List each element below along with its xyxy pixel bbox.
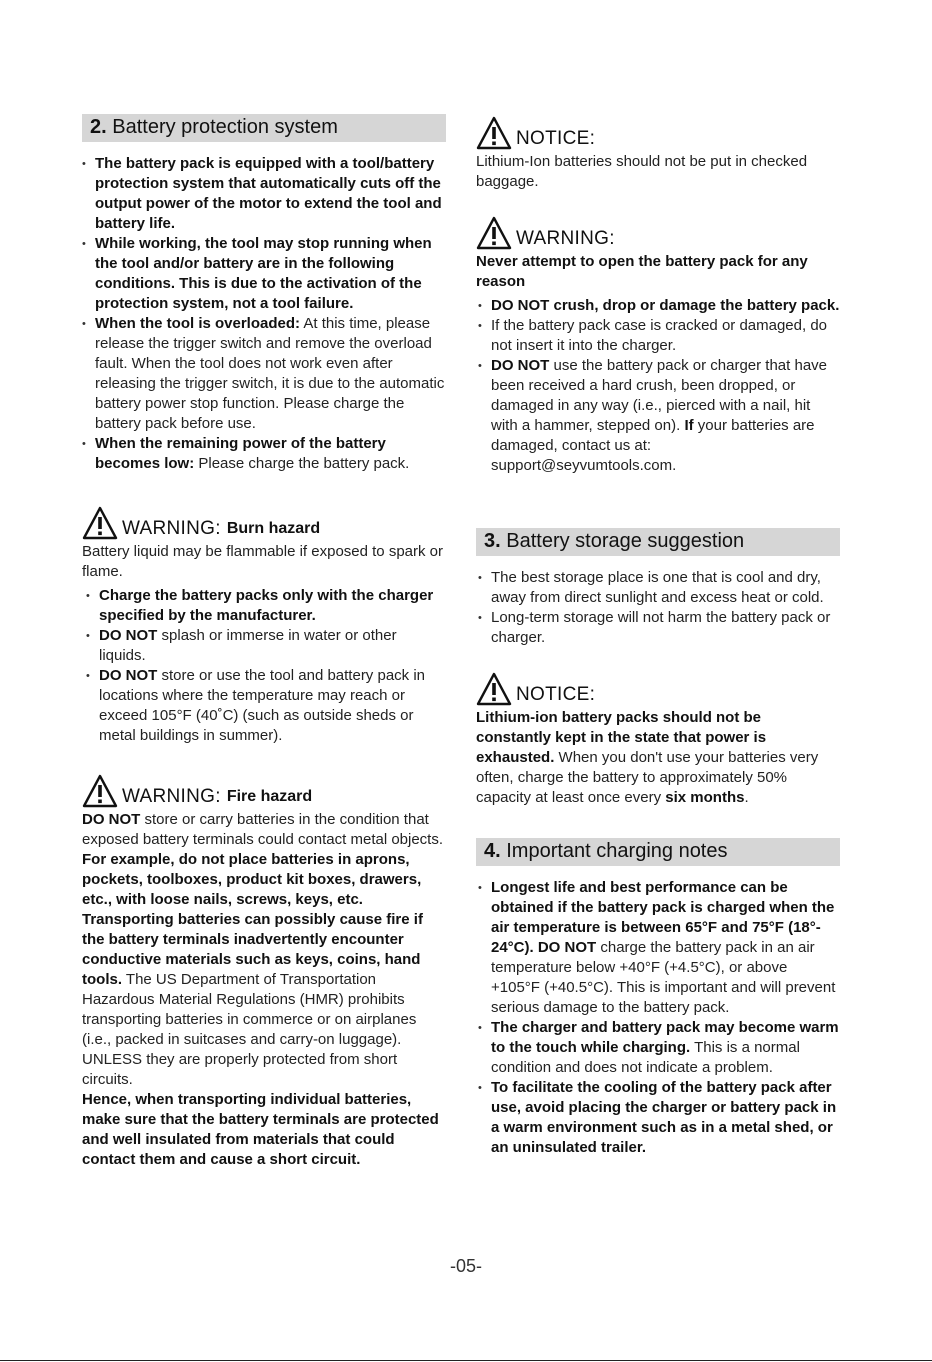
list-item: • The battery pack is equipped with a tool/battery protection system that automatically cuts off the output power of the motor to extend the tool and battery life. <box>82 154 446 234</box>
warning-open-intro: Never attempt to open the battery pack for any reason <box>476 253 808 290</box>
notice-1-text: Lithium-Ion batteries should not be put in checked baggage. <box>476 153 808 190</box>
warning-open-list <box>476 296 840 476</box>
warning-triangle-icon <box>82 774 118 808</box>
list-item: • DO NOT use the battery pack or charger that have been received a hard crush, been dropped, or damaged in any way (i.e., pierced with a nail, hit with a hammer, stepped on). If your batteries are damaged, contact us at: support@seyvumtools.com. <box>478 356 840 476</box>
warning-triangle-icon <box>476 116 512 150</box>
section-4-header: 4. Important charging notes <box>476 838 840 866</box>
warning-triangle-icon <box>476 672 512 706</box>
list-item: • If the battery pack case is cracked or damaged, do not insert it into the charger. <box>478 316 840 356</box>
warning-fire-header: WARNING: Fire hazard <box>82 772 446 808</box>
list-item: • Long-term storage will not harm the battery pack or charger. <box>478 608 840 648</box>
section-3-list <box>476 568 840 648</box>
warning-fire-paragraph-2: For example, do not place batteries in aprons, pockets, toolboxes, product kit boxes, drawers, etc., with loose nails, screws, keys, etc. Transporting batteries can possibly cause fire if the battery terminals inadvertently encounter conductive materials such as keys, coins, hand tools. The US Department of Transportation Hazardous Material Regulations (HMR) prohibits transporting batteries in commerce or on airplanes (i.e., packed in suitcases and carry-on luggage). UNLESS they are properly protected from short circuits. <box>82 851 423 1088</box>
section-2-list <box>82 154 446 474</box>
list-item: • Charge the battery packs only with the charger specified by the manufacturer. <box>86 586 446 626</box>
list-item: • Longest life and best performance can be obtained if the battery pack is charged when the air temperature is between 65°F and 75°F (18°- 24°C). DO NOT charge the battery pack in an air temperature below +40°F (+4.5°C), or above +105°F (+40.5°C). This is important and will prevent serious damage to the battery pack. <box>478 878 840 1018</box>
left-column <box>82 114 446 1170</box>
list-item: • While working, the tool may stop running when the tool and/or battery are in the following conditions. This is due to the activation of the protection system, not a tool failure. <box>82 234 446 314</box>
list-item: • DO NOT splash or immerse in water or other liquids. <box>86 626 446 666</box>
list-item: • The best storage place is one that is cool and dry, away from direct sunlight and excess heat or cold. <box>478 568 840 608</box>
section-3-title: Battery storage suggestion <box>506 530 745 552</box>
right-column <box>476 114 840 1158</box>
section-4-list <box>476 878 840 1158</box>
list-item: • When the tool is overloaded: At this time, please release the trigger switch and remove the overload fault. When the tool does not work even after releasing the trigger switch, it is due to the automatic battery power stop function. Please charge the battery pack before use. <box>82 314 446 434</box>
warning-fire-paragraph-1: DO NOT store or carry batteries in the condition that exposed battery terminals could contact metal objects. <box>82 811 444 848</box>
notice-1-header: NOTICE: <box>476 114 840 150</box>
list-item: • To facilitate the cooling of the battery pack after use, avoid placing the charger or battery pack in a warm environment such as in a metal shed, or an uninsulated trailer. <box>478 1078 840 1158</box>
bottom-rule <box>0 1360 932 1361</box>
notice-2-text: Lithium-ion battery packs should not be constantly kept in the state that power is exhausted. When you don't use your batteries very often, charge the battery to approximately 50% capacity at least once every six months. <box>476 709 819 806</box>
notice-2-header: NOTICE: <box>476 670 840 706</box>
warning-triangle-icon <box>476 216 512 250</box>
list-item: • The charger and battery pack may become warm to the touch while charging. This is a normal condition and does not indicate a problem. <box>478 1018 840 1078</box>
warning-open-header: WARNING: <box>476 214 840 250</box>
warning-burn-header: WARNING: Burn hazard <box>82 504 446 540</box>
warning-burn-list <box>82 586 446 746</box>
section-2-header: 2. Battery protection system <box>82 114 446 142</box>
warning-triangle-icon <box>82 506 118 540</box>
list-item: • When the remaining power of the battery becomes low: Please charge the battery pack. <box>82 434 446 474</box>
list-item: • DO NOT store or use the tool and battery pack in locations where the temperature may reach or exceed 105°F (40˚C) (such as outside sheds or metal buildings in summer). <box>86 666 446 746</box>
list-item: • DO NOT crush, drop or damage the battery pack. <box>478 296 840 316</box>
warning-fire-paragraph-3: Hence, when transporting individual batteries, make sure that the battery terminals are protected and well insulated from materials that could contact them and cause a short circuit. <box>82 1091 439 1168</box>
section-3-header: 3. Battery storage suggestion <box>476 528 840 556</box>
section-4-title: Important charging notes <box>506 840 728 862</box>
page-number: -05- <box>449 1256 482 1276</box>
warning-burn-intro: Battery liquid may be flammable if exposed to spark or flame. <box>82 543 444 580</box>
section-2-title: Battery protection system <box>112 116 338 138</box>
